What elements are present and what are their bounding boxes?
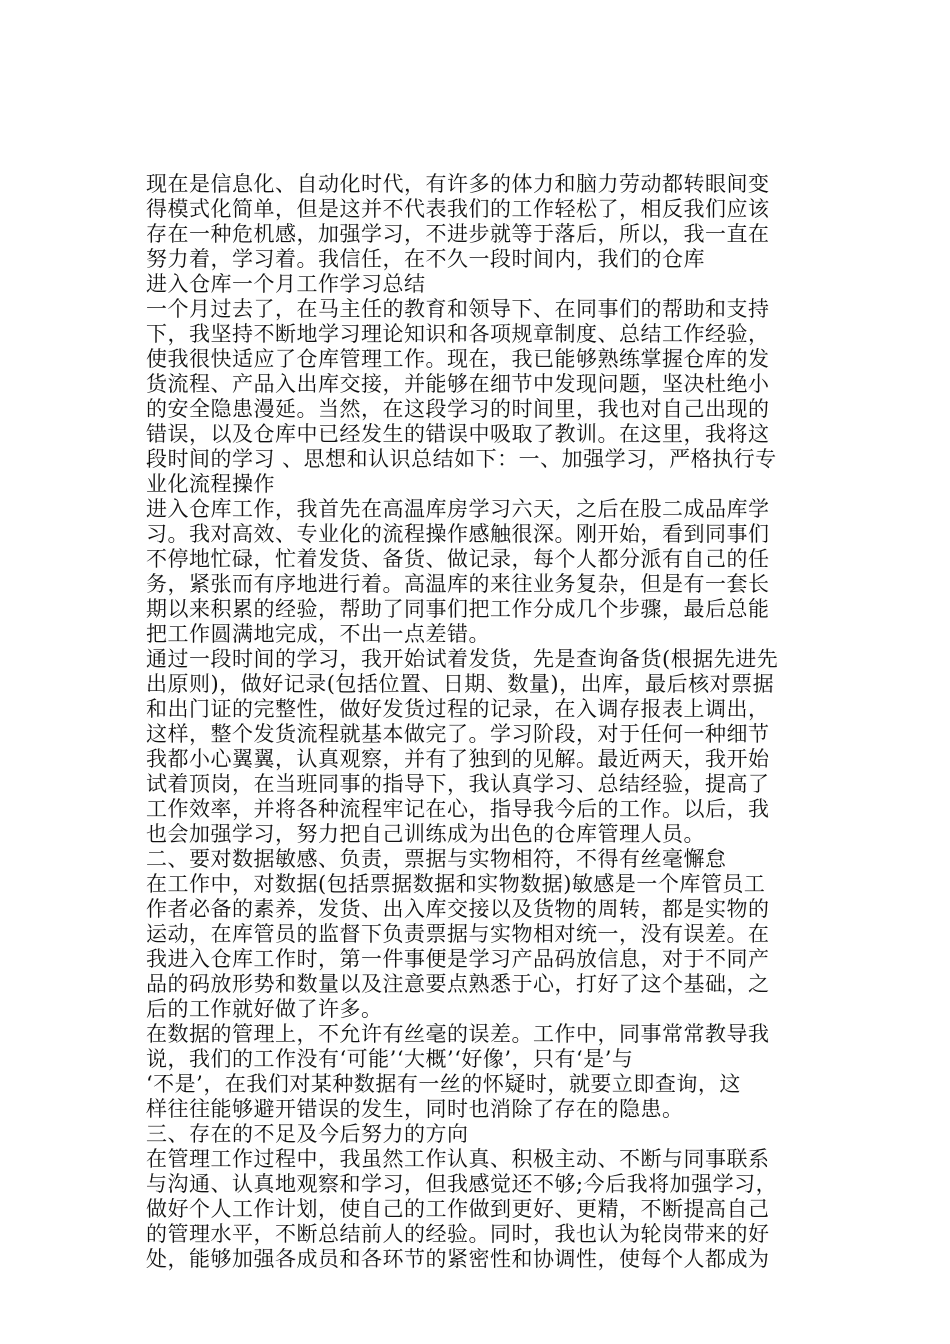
text-line: 和出门证的完整性，做好发货过程的记录，在入调存报表上调出， [146, 697, 770, 721]
text-line: 现在是信息化、自动化时代，有许多的体力和脑力劳动都转眼间变 [146, 172, 770, 196]
text-line: 进入仓库工作，我首先在高温库房学习六天，之后在股二成品库学 [146, 497, 770, 521]
text-line: 说，我们的工作没有‘可能’‘大概’‘好像’，只有‘是’与 [146, 1047, 634, 1071]
text-line: 出原则)，做好记录(包括位置、日期、数量)，出库，最后核对票据 [146, 672, 775, 696]
text-line: 通过一段时间的学习，我开始试着发货，先是查询备货(根据先进先 [146, 647, 779, 671]
text-line: 段时间的学习 、思想和认识总结如下：一、加强学习，严格执行专 [146, 447, 777, 471]
text-line: 工作效率，并将各种流程牢记在心，指导我今后的工作。以后，我 [146, 797, 770, 821]
text-line: 在工作中，对数据(包括票据数据和实物数据)敏感是一个库管员工 [146, 872, 766, 896]
text-line: 业化流程操作 [146, 472, 275, 496]
text-line: 使我很快适应了仓库管理工作。现在，我已能够熟练掌握仓库的发 [146, 347, 770, 371]
text-line: 也会加强学习，努力把自己训练成为出色的仓库管理人员。 [146, 822, 705, 846]
text-line: 做好个人工作计划，使自己的工作做到更好、更精，不断提高自己 [146, 1197, 770, 1221]
text-line: 试着顶岗，在当班同事的指导下，我认真学习、总结经验，提高了 [146, 772, 770, 796]
text-line: 不停地忙碌，忙着发货、备货、做记录，每个人都分派有自己的任 [146, 547, 770, 571]
text-line: 品的码放形势和数量以及注意要点熟悉于心，打好了这个基础，之 [146, 972, 770, 996]
text-line: 的管理水平，不断总结前人的经验。同时，我也认为轮岗带来的好 [146, 1222, 770, 1246]
text-line: 期以来积累的经验，帮助了同事们把工作分成几个步骤，最后总能 [146, 597, 770, 621]
section-heading: 三、存在的不足及今后努力的方向 [146, 1122, 469, 1146]
text-line: 处，能够加强各成员和各环节的紧密性和协调性，使每个人都成为 [146, 1247, 770, 1271]
text-line: 得模式化简单，但是这并不代表我们的工作轻松了，相反我们应该 [146, 197, 770, 221]
text-line: 习。我对高效、专业化的流程操作感触很深。刚开始，看到同事们 [146, 522, 770, 546]
text-line: 务，紧张而有序地进行着。高温库的来往业务复杂，但是有一套长 [146, 572, 770, 596]
text-line: 努力着，学习着。我信任，在不久一段时间内，我们的仓库 [146, 247, 705, 271]
text-line: 与沟通、认真地观察和学习，但我感觉还不够;今后我将加强学习， [146, 1172, 778, 1196]
text-line: 存在一种危机感，加强学习，不进步就等于落后，所以，我一直在 [146, 222, 770, 246]
text-line: 样往往能够避开错误的发生，同时也消除了存在的隐患。 [146, 1097, 684, 1121]
text-line: 运动，在库管员的监督下负责票据与实物相对统一，没有误差。在 [146, 922, 770, 946]
text-line: ‘不是’，在我们对某种数据有一丝的怀疑时，就要立即查询，这 [146, 1072, 741, 1096]
document-body [146, 172, 810, 1272]
text-line: 一个月过去了，在马主任的教育和领导下、在同事们的帮助和支持 [146, 297, 770, 321]
text-line: 货流程、产品入出库交接，并能够在细节中发现问题，坚决杜绝小 [146, 372, 770, 396]
text-line: 错误，以及仓库中已经发生的错误中吸取了教训。在这里，我将这 [146, 422, 770, 446]
text-line: 在数据的管理上，不允许有丝毫的误差。工作中，同事常常教导我 [146, 1022, 770, 1046]
text-line: 我都小心翼翼，认真观察，并有了独到的见解。最近两天，我开始 [146, 747, 770, 771]
text-line: 我进入仓库工作时，第一件事便是学习产品码放信息，对于不同产 [146, 947, 770, 971]
text-line: 这样，整个发货流程就基本做完了。学习阶段，对于任何一种细节 [146, 722, 770, 746]
text-line: 后的工作就好做了许多。 [146, 997, 383, 1021]
text-line: 作者必备的素养，发货、出入库交接以及货物的周转，都是实物的 [146, 897, 770, 921]
section-heading: 进入仓库一个月工作学习总结 [146, 272, 426, 296]
text-line: 在管理工作过程中，我虽然工作认真、积极主动、不断与同事联系 [146, 1147, 770, 1171]
text-line: 的安全隐患漫延。当然，在这段学习的时间里，我也对自己出现的 [146, 397, 770, 421]
text-line: 下，我坚持不断地学习理论知识和各项规章制度、总结工作经验， [146, 322, 770, 346]
text-line: 把工作圆满地完成，不出一点差错。 [146, 622, 490, 646]
section-heading: 二、要对数据敏感、负责，票据与实物相符，不得有丝毫懈怠 [146, 847, 727, 871]
